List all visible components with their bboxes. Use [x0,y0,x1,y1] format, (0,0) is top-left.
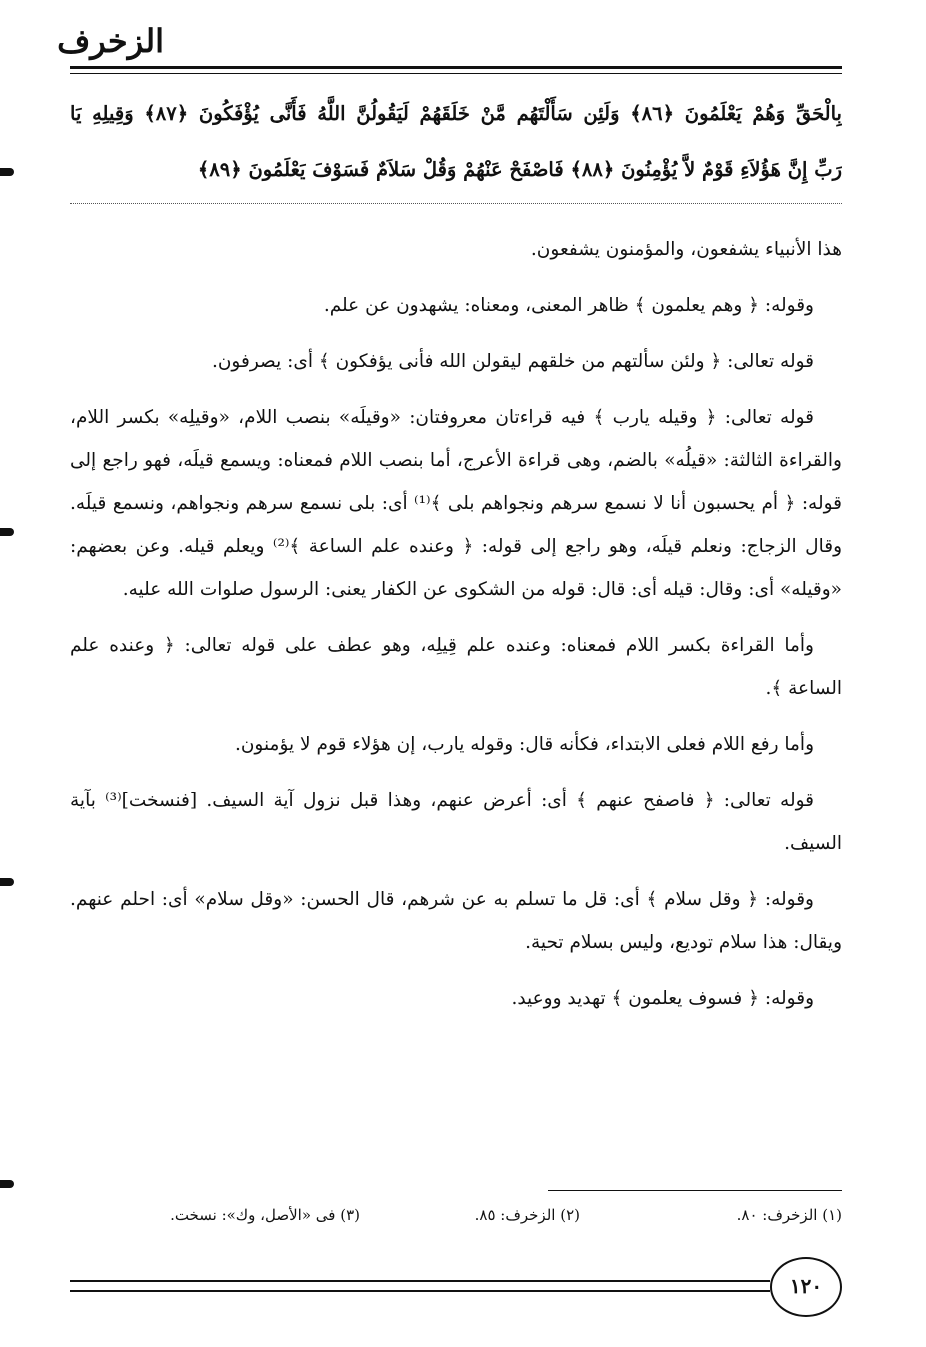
footnote-2: (٢) الزخرف: ٨٥. [474,1206,580,1224]
footnote-3: (٣) فى «الأصل، وك»: نسخت. [170,1206,360,1224]
footnote-rule [548,1190,842,1191]
page-number: ١٢٠ [770,1257,842,1317]
paragraph-5: وأما القراءة بكسر اللام فمعناه: وعنده علم قِيلِه، وهو عطف على قوله تعالى: ﴿ وعنده علم الساعة ﴾. [70,635,842,699]
margin-mark [0,168,14,176]
footnote-1: (١) الزخرف: ٨٠. [736,1206,842,1224]
surah-title: الزخرف [57,22,164,60]
footer-rule-top [70,1280,770,1282]
margin-mark [0,528,14,536]
paragraph-6: وأما رفع اللام فعلى الابتداء، فكأنه قال: وقوله يارب، إن هؤلاء قوم لا يؤمنون. [234,734,814,755]
paragraph-1: هذا الأنبياء يشفعون، والمؤمنون يشفعون. [530,239,842,260]
quran-verses-block [70,86,842,198]
paragraph-9: وقوله: ﴿ فسوف يعلمون ﴾ تهديد ووعيد. [511,988,814,1009]
paragraph-3: قوله تعالى: ﴿ ولئن سألتهم من خلقهم ليقولن الله فأنى يؤفكون ﴾ أى: يصرفون. [211,351,814,372]
verse-line-1: بِالْحَقِّ وَهُمْ يَعْلَمُونَ ﴿٨٦﴾ وَلَئِن سَأَلْتَهُم مَّنْ خَلَقَهُمْ لَيَقُولُنَّ اللَّهُ فَأَنَّى يُؤْفَكُونَ ﴿٨٧﴾ وَقِيلِهِ يَا [70,102,842,125]
verse-line-2: رَبِّ إِنَّ هَؤُلاَءِ قَوْمٌ لاَّ يُؤْمِنُونَ ﴿٨٨﴾ فَاصْفَحْ عَنْهُمْ وَقُلْ سَلاَمٌ فَسَوْفَ يَعْلَمُونَ ﴿٨٩﴾ [197,158,842,181]
commentary-body [70,228,842,1033]
paragraph-2: وقوله: ﴿ وهم يعلمون ﴾ ظاهر المعنى، ومعناه: يشهدون عن علم. [323,295,814,316]
verses-divider [70,203,842,204]
margin-mark [0,878,14,886]
header-rule-thick [70,66,842,69]
paragraph-8: وقوله: ﴿ وقل سلام ﴾ أى: قل ما تسلم به عن شرهم، قال الحسن: «وقل سلام» أى: احلم عنهم. ويقال: هذا سلام توديع، وليس بسلام تحية. [70,889,842,953]
margin-mark [0,1180,14,1188]
paragraph-4: قوله تعالى: ﴿ وقيله يارب ﴾ فيه قراءتان معروفتان: «وقيلَه» بنصب اللام، «وقيلِه» بكسر اللام، والقراءة الثالثة: «قيلُه» بالضم، وهى قراءة الأعرج، أما بنصب اللام فمعناه: ويسمع قيلَه، فهو راجع إلى قوله: ﴿ أم يحسبون أنا لا نسمع سرهم ونجواهم بلى ﴾⁽¹⁾ أى: بلى نسمع سرهم ونجواهم، ونسمع قيلَه. وقال الزجاج: ونعلم قيلَه، وهو راجع إلى قوله: ﴿ وعنده علم الساعة ﴾⁽²⁾ ويعلم قيله. وعن بعضهم: «وقيله» أى: وقال: قيله أى: قال: قوله من الشكوى عن الكفار يعنى: الرسول صلوات الله عليه. [70,407,843,600]
footer-rule-bottom [70,1290,770,1292]
header-rule-thin [70,73,842,74]
paragraph-7: قوله تعالى: ﴿ فاصفح عنهم ﴾ أى: أعرض عنهم، وهذا قبل نزول آية السيف. [فنسخت]⁽³⁾ بآية السيف. [70,790,842,854]
